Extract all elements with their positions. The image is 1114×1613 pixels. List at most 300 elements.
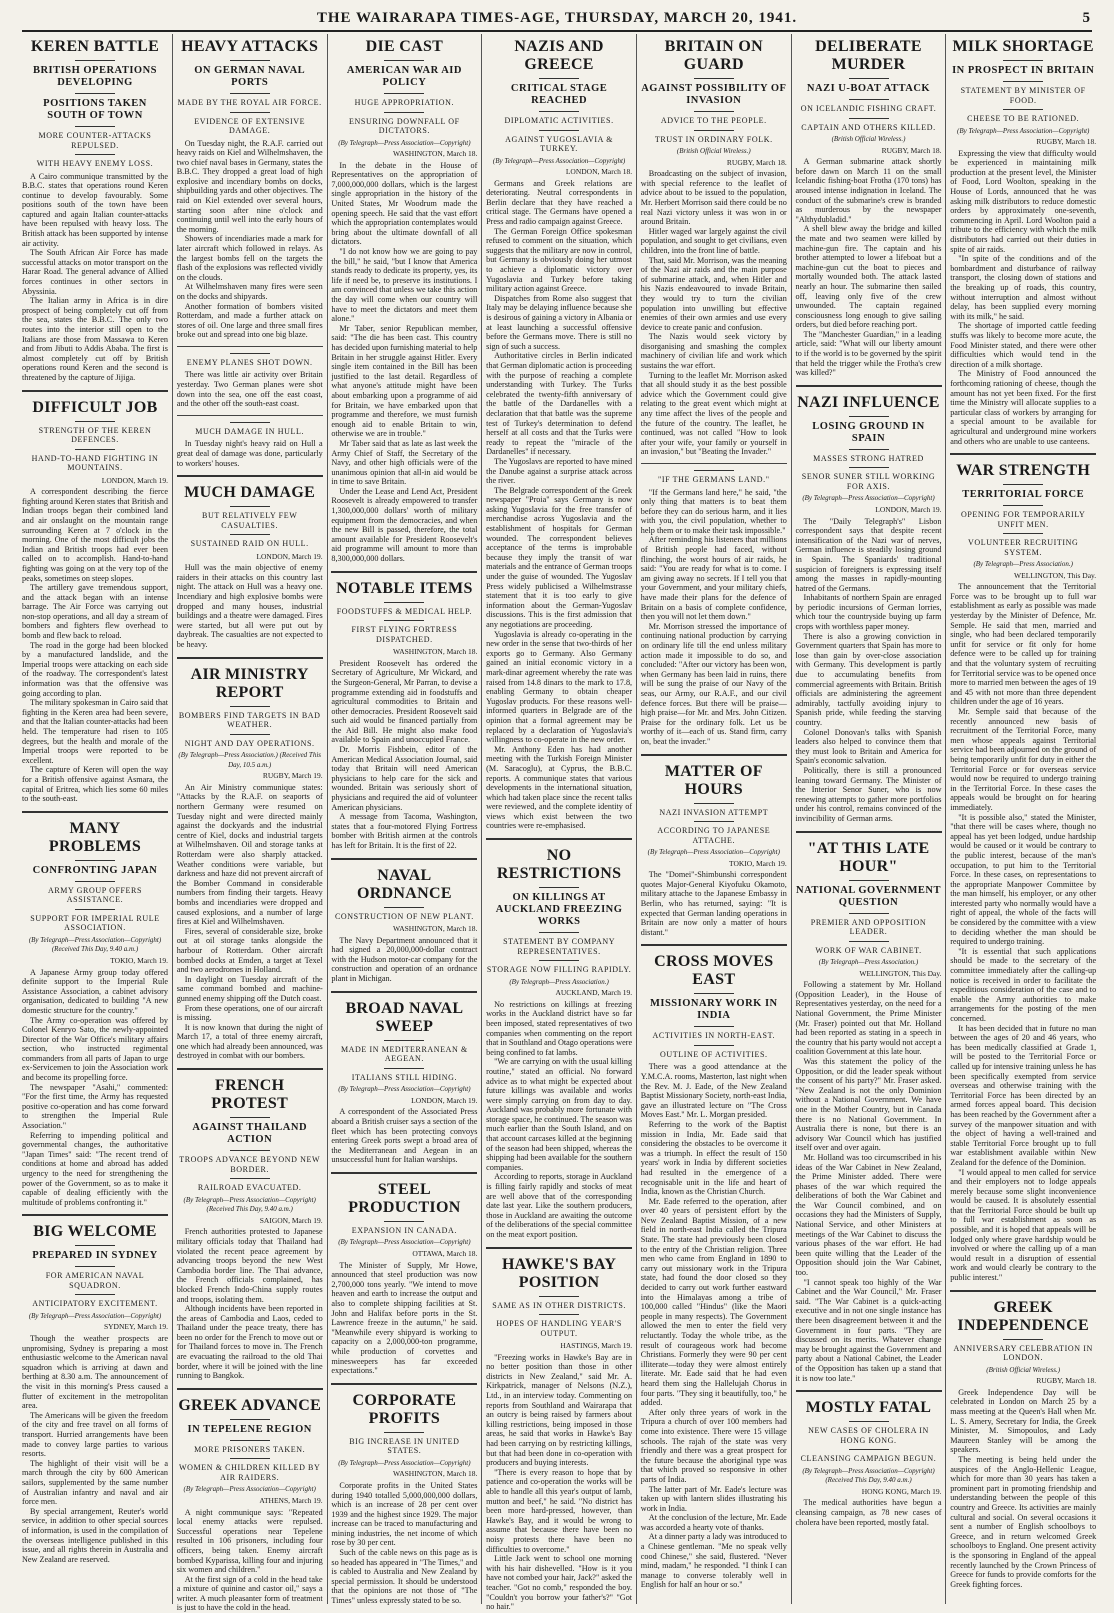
divider — [849, 1449, 889, 1450]
deck-line: EVIDENCE OF EXTENSIVE DAMAGE. — [194, 116, 306, 135]
paragraph: President Roosevelt has ordered the Secretary of Agriculture, Mr Wickard, and the Surgeon-General, Mr Parran, to devise a programme extending aid in foodstuffs and agricultural commodities to Britain and other democracies. President Roosevelt said such aid would be financed partially from the Aid Bill. He might also make food available to Spain and unoccupied France. — [331, 658, 478, 745]
divider — [384, 93, 424, 94]
paragraph: The capture of Keren will open the way for a British offensive against Asmara, the capital of Eritrea, which lies some 60 miles to the south-east. — [22, 765, 168, 804]
article-separator — [331, 571, 477, 573]
article — [641, 944, 787, 1590]
deck-line: MORE PRISONERS TAKEN. — [194, 1444, 306, 1454]
paragraph: Authoritative circles in Berlin indicated that German diplomatic action is proceeding with the purpose of reaching a complete understanding with Turkey. The Turks celebrated the twenty-fifth anniversary of the battle of the Dardanelles with a declaration that that battle was the supreme test of Turkey's determination to defend herself at all costs and that the Turks were ready to repeat the "miracle of the Dardanelles" if necessary. — [486, 351, 633, 457]
article-separator — [177, 415, 323, 416]
paragraph: "There is every reason to hope that by patience and co-operation the works will be able to handle all this year's output of lamb, mutton and beef," he said. "No district has been more hard-pressed, however, than Hawke's Bay, and it would be wrong to assume that because there have been no noisy protests there have been no difficulties to overcome." — [486, 1467, 633, 1554]
paragraph: A correspondent describing the fierce fighting around Keren states that British and Indian troops began their combined land and air onslaught on the mountain range surrounding Keren at 7 o'clock in the morning. One of the most difficult jobs the Indian and British troops had ever been called on to accomplish. Hand-to-hand fighting was going on at the very top of the peaks, sometimes on steep slopes. — [22, 487, 168, 583]
paragraph: In Tuesday night's heavy raid on Hull a great deal of damage was done, particularly to workers' houses. — [176, 439, 323, 468]
divider — [384, 1040, 424, 1041]
divider — [849, 78, 889, 79]
paragraph: The shortage of imported cattle feeding stuffs was likely to become more acute, the Food Minister stated, and there were other difficulties which would tend in the direction of a milk shortage. — [950, 321, 1097, 369]
paragraph: A shell blew away the bridge and killed the mate and two seamen were killed by machine-gun fire. The captain and his brother attempted to lower a lifeboat but a machine-gun cut the boat to pieces and mortally wounded both. The attack lasted nearly an hour. The submarine then sailed off, leaving only five of the crew unwounded. The captain regained consciousness long enough to give sailing orders, but died before reaching port. — [795, 224, 942, 330]
divider — [230, 1458, 270, 1459]
divider — [1003, 505, 1043, 506]
divider — [230, 1117, 270, 1118]
article — [22, 390, 168, 804]
headline: BIG WELCOME — [33, 1223, 157, 1241]
article — [177, 38, 323, 340]
deck-line: ENSURING DOWNFALL OF DICTATORS. — [349, 116, 460, 135]
divider — [539, 130, 579, 131]
headline: CROSS MOVES EAST — [654, 953, 774, 989]
paragraph: The artillery gave tremendous support, and the attack began with an intense barrage. The Air Force was carrying out non-stop operations, and all day a stream of bombers and fighters flew overhead to bomb and flew back to reload. — [22, 583, 168, 641]
headline: GREEK ADVANCE — [178, 1396, 322, 1414]
divider — [75, 93, 115, 94]
divider — [230, 534, 270, 535]
paragraph: Dispatches from Rome also suggest that Italy may be delaying influence because she is desirous of gaining a victory in Albania or at least launching a successful offensive before the Germans move. There is still no sign of such a success. — [486, 293, 633, 351]
article — [486, 38, 632, 831]
subheadline: AGAINST POSSIBILITY OF INVASION — [641, 83, 787, 106]
paragraph: "I do not know how we are going to pay the bill," he said, "but I know that America stands ready to dedicate its property, yes, its life if need be, to preserve its institutions. I am convinced that unless we take this action the day will come when our country will have to meet the dictators and meet them alone." — [331, 247, 478, 324]
divider — [230, 353, 270, 354]
deck-line: NIGHT AND DAY OPERATIONS. — [184, 738, 315, 748]
divider — [230, 422, 270, 423]
paragraph: By special arrangement, Reuter's world service, in addition to other special sources of information, is used in the compilation of the overseas intelligence published in this issue, and all rights therein in Australia and New Zealand are reserved. — [22, 1506, 168, 1564]
headline: MANY PROBLEMS — [48, 819, 142, 855]
divider — [384, 602, 424, 603]
subheadline: CONFRONTING JAPAN — [32, 864, 158, 876]
article — [486, 1247, 632, 1612]
deck-line: HAND-TO-HAND FIGHTING IN MOUNTAINS. — [31, 453, 159, 473]
divider — [75, 449, 115, 450]
paragraph: From these operations, one of our aircraft is missing. — [176, 1003, 323, 1023]
paragraph: Turning to the leaflet Mr. Morrison asked that all should study it as the best possible advice which the Government could give relating to the great event which might at any time affect the lives of the people and the future of the country. The leaflet, he continued, was not called "How to look after your wife, your family or yourself in an invasion," but "Beating the Invader." — [640, 370, 787, 457]
paragraph: After only three years of work in the Tripura a church of over 100 members had come into existence. There were 15 village schools. The rajah of the state was very friendly and there was a great prospect for the future because the aboriginal type was that which proved so responsive in other parts of India. — [640, 1407, 787, 1484]
paragraph: Hitler waged war largely against the civil population, and sought to get civilians, even children, into the front line of battle. — [640, 226, 787, 255]
deck-line: WORK OF WAR CABINET. — [815, 945, 922, 955]
divider — [230, 1419, 270, 1420]
paragraph: There is also a growing conviction in Government quarters that Spain has more to lose than gain by over-close association with Germany. This development is partly due to accumulating benefits from commercial agreements with Britain. British officials are administering the agreement admirably, tactfully avoiding injury to Spanish pride, while feeding the starving country. — [795, 631, 942, 727]
dateline: WASHINGTON, March 18. — [392, 149, 478, 159]
article-separator — [331, 858, 477, 860]
paragraph: "Freezing works in Hawke's Bay are in no better position than those in other districts in New Zealand," said Mr. A. Kirkpatrick, manager of Nelsons (N.Z.), Ltd., in an interview today. Commenting on reports from Southland and Wairarapa that an outcry is being raised by farmers about killing restrictions, being imposed in those areas, he said that works in Hawke's Bay had been carrying on by restricting killings, but that had been done in co-operation with producers and buying interests. — [486, 1352, 633, 1468]
deck-line: ACTIVITIES IN NORTH-EAST. — [652, 1031, 776, 1041]
divider — [694, 470, 734, 471]
divider — [75, 154, 115, 155]
deck-line: STATEMENT BY MINISTER OF FOOD. — [960, 86, 1086, 105]
subheadline: BRITISH OPERATIONS DEVELOPING — [32, 65, 158, 88]
divider — [1003, 81, 1043, 82]
article — [950, 453, 1096, 1283]
byline: (By Telegraph—Press Association—Copyright) — [802, 494, 935, 503]
deck-line: AGAINST YUGOSLAVIA & TURKEY. — [505, 134, 614, 153]
deck-line: RAILROAD EVACUATED. — [197, 1183, 302, 1193]
divider — [384, 620, 424, 621]
paragraph: Colonel Donovan's talks with Spanish leaders also helped to convince them that they must look to Britain and America for Spain's economic salvation. — [795, 727, 942, 766]
deck-line: EXPANSION IN CANADA. — [351, 1225, 458, 1235]
byline: (By Telegraph—Press Association—Copyright) — [28, 1311, 162, 1320]
paragraph: "We are carrying on with the usual killing routine," stated an official. No forward advice as to what might be expected about future killings was available and works were simply carrying on from day to day. Auckland was probably more fortunate with storage space, he continued. The season was much earlier than the South Island, and on that account carcases killed at the beginning of the season had been shipped, whereas the shipping had been available for the southern companies. — [486, 1057, 633, 1172]
paragraph: Though the weather prospects are unpromising, Sydney is preparing a most enthusiastic welcome to the American naval squadron which is arriving at dawn and berthing at 8.30 a.m. The announcement of the visit in this morning's Press caused a flutter of excitement in the metropolitan area. — [22, 1334, 168, 1411]
article — [177, 346, 323, 409]
headline: BROAD NAVAL SWEEP — [345, 999, 464, 1035]
deck-line: OPENING FOR TEMPORARILY UNFIT MEN. — [960, 510, 1086, 529]
paragraph: "I would appeal to men called for service and their employers not to lodge appeals merely because some slight inconvenience would be caused. It is absolutely essential that the Territorial Force should be built up to full war establishment as soon as possible, and it is hoped that appeals will be lodged only where grave hardship would be involved or where the calling up of a man would result in a disruption of essential work and would clearly be contrary to the public interest." — [950, 1167, 1097, 1283]
paragraph: Referring to the work of the Baptist mission in India, Mr. Eade said that considering the obstacles to be overcome it was a triumph. In effect the result of 150 years' work in India by different societies had resulted in the emergence of a recognisable unit in the life and heart of India, known as the Christian Church. — [640, 1119, 787, 1197]
divider — [694, 130, 734, 131]
dateline: LONDON, March 19. — [411, 1095, 478, 1105]
headline: DIFFICULT JOB — [32, 398, 158, 416]
divider — [75, 881, 115, 882]
headline: NOTABLE ITEMS — [336, 579, 473, 597]
article-separator — [177, 475, 323, 477]
deck-line: CHEESE TO BE RATIONED. — [967, 114, 1080, 123]
paragraph: Although incidents have been reported in the areas of Cambodia and Laos, ceded to Thailand under the peace treaty, there has been no order for the French to move out or for Thailand forces to move in. The French are evacuating the railroad to the old Thai border, where it will be joined with the line running to Bangkok. — [176, 1304, 323, 1381]
divider — [384, 1068, 424, 1069]
subheadline: TERRITORIAL FORCE — [962, 489, 1085, 501]
headline: BRITAIN ON GUARD — [664, 38, 763, 73]
byline: (By Telegraph—Press Association—Copyright) (Received This Day, 9.40 a.m.) — [802, 1466, 935, 1485]
article — [22, 811, 168, 1208]
headline: DIE CAST — [365, 38, 444, 55]
column-rule — [481, 34, 482, 1604]
dateline: RUGBY, March 18. — [1036, 137, 1097, 147]
deck-line: ACCORDING TO JAPANESE ATTACHE. — [657, 826, 771, 845]
headline: NAVAL ORDNANCE — [356, 866, 452, 902]
divider — [539, 1314, 579, 1315]
paragraph: The Belgrade correspondent of the Greek newspaper "Proia" says Germany is now asking Yugoslavia for the free transfer of merchandise across Yugoslavia and the establishment of hospitals for German wounded. The correspondent believes acceptance of the terms is improbable because they imply the transit of war materials and the entrance of German troops under the guise of wounded. The Yugoslav Press widely publicised a Wilhelmstrasse statement that it is too early to give information about the German-Yugoslav discussions. This is the first admission that any negotiations are proceeding. — [486, 485, 633, 629]
page-number: 5 — [1082, 10, 1090, 26]
article — [950, 1290, 1096, 1590]
deck-line: WITH HEAVY ENEMY LOSS. — [36, 159, 154, 168]
deck-line: STATEMENT BY COMPANY REPRESENTATIVES. — [503, 937, 616, 956]
byline: (British Official Wireless.) — [986, 1365, 1061, 1374]
paragraph: A Cairo communique transmitted by the B.B.C. states that operations round Keren continue to develop favourably. Some positions south of the town have been captured and again Italian counter-attacks have been repulsed with heavy loss. The British attack has been supported by intense air activity. — [22, 171, 168, 248]
column-5 — [641, 34, 787, 1604]
dateline: OTTAWA, March 18. — [412, 1249, 478, 1258]
divider — [230, 60, 270, 61]
article — [177, 415, 323, 468]
byline: (By Telegraph—Press Association—Copyright) — [957, 126, 1090, 135]
paragraph: The medical authorities have begun a cleansing campaign, as 78 new cases of cholera have been reported, mostly fatal. — [795, 1498, 942, 1527]
article — [177, 1388, 323, 1613]
divider — [384, 1432, 424, 1433]
divider — [75, 60, 115, 61]
paragraph: The highlight of their visit will be a march through the city by 600 American sailors, supplemented by the same number of Australian infantry and naval and air force men. — [22, 1458, 168, 1507]
column-rule — [327, 34, 328, 1604]
deck-line: BIG INCREASE IN UNITED STATES. — [349, 1436, 460, 1456]
article-separator — [641, 944, 787, 946]
deck-line: CONSTRUCTION OF NEW PLANT. — [334, 911, 474, 921]
paragraph: Greek Independence Day will be celebrated in London on March 25 by a mass meeting at the Queen's Hall when Mr. L. S. Amery, Secretary for India, the Greek Minister, M. Simopoulos, and Lady Maureen Stanley will be among the speakers. — [950, 1387, 1097, 1455]
divider — [849, 913, 889, 914]
article-separator — [22, 390, 168, 392]
headline: MILK SHORTAGE — [952, 38, 1094, 55]
paragraph: The Yugoslavs are reported to have mined the Danube against a surprise attack across the river. — [486, 456, 633, 486]
article-separator — [641, 754, 787, 756]
byline: (By Telegraph—Press Association—Copyright) — [338, 138, 471, 147]
article — [22, 1214, 168, 1564]
byline: (By Telegraph—Press Association—Copyright) (Received This Day, 9.40 a.m.) — [28, 935, 162, 954]
subheadline: MISSIONARY WORK IN INDIA — [649, 998, 778, 1022]
paragraph: At the conclusion of the lecture, Mr. Eade was accorded a hearty vote of thanks. — [640, 1513, 787, 1532]
article-separator — [950, 1290, 1096, 1292]
paragraph: Broadcasting on the subject of invasion, with special reference to the leaflet of advice about to be issued to the population, Mr. Herbert Morrison said there could be no real Nazi victory unless it was won in or around Britain. — [640, 169, 787, 227]
divider — [849, 1421, 889, 1422]
headline: GREEK INDEPENDENCE — [957, 1298, 1089, 1334]
subheadline: ON KILLINGS AT AUCKLAND FREEZING WORKS — [495, 892, 623, 928]
paragraph: Yugoslavia is already co-operating in the new order in the sense that two-thirds of her exports go to Germany. Also Germany gained an initial economic victory in a mark-dinar agreement whereby the rate was raised from 14.8 dinars to the mark to 17.8, enabling Germany to obtain cheaper Yugoslav products. For these reasons well-informed quarters in Belgrade are of the opinion that a formal agreement may be replaced by a declaration of Yugoslavia's willingness to co-operate in the new order. — [486, 629, 633, 745]
divider — [75, 126, 115, 127]
headline: MUCH DAMAGE — [184, 484, 316, 502]
paragraph: A night communique says: "Repeated local enemy attacks were repulsed. Successful operations near Tepelene resulted in 106 prisoners, including four officers, being taken. Enemy aircraft bombed Kyparissa, killing four and injuring six women and children." — [176, 1507, 323, 1575]
paragraph: Little Jack went to school one morning with his hair dishevelled. "How is it you have not combed your hair, Jack?" asked the teacher. "Got no comb," responded the boy. "Couldn't you borrow your father's?" "Got no hair." — [486, 1554, 633, 1612]
dateline: RUGBY, March 18. — [881, 145, 942, 155]
deck-line: TRUST IN ORDINARY FOLK. — [654, 134, 773, 144]
article — [331, 571, 477, 851]
deck-line: FOODSTUFFS & MEDICAL HELP. — [336, 606, 473, 616]
headline: MATTER OF HOURS — [664, 762, 763, 798]
article — [950, 38, 1096, 446]
deck-line: MASSES STRONG HATRED — [813, 453, 924, 463]
byline: (By Telegraph—Press Association—Copyright) — [338, 1085, 471, 1094]
paragraph: Hull was the main objective of enemy raiders in their attacks on this country last night. The attack on Hull was a heavy one. Incendiary and high explosive bombs were dropped and many houses, industrial buildings and a theatre were damaged. Fires were started, but all were put out by daybreak. The casualties are not expected to be heavy. — [176, 563, 323, 649]
deck-line: BUT RELATIVELY FEW CASUALTIES. — [202, 511, 298, 530]
article — [331, 858, 477, 984]
divider — [230, 1150, 270, 1151]
paragraph: It is now known that during the night of March 17, a total of three enemy aircraft, one which had already been announced, was destroyed in combat with our bombers. — [176, 1022, 323, 1061]
headline: MOSTLY FATAL — [805, 1399, 932, 1417]
newspaper-columns — [22, 34, 1097, 1613]
article — [22, 38, 168, 383]
column-2 — [176, 34, 323, 1613]
column-3 — [331, 34, 477, 1604]
paragraph: Inhabitants of northern Spain are enraged by periodic incursions of German lorries, which tour the countryside buying up farm crops with worthless paper money. — [795, 593, 942, 632]
divider — [1003, 533, 1043, 534]
article-separator — [331, 991, 477, 993]
divider — [1003, 1339, 1043, 1340]
paragraph: A correspondent of the Associated Press aboard a British cruiser says a section of the fleet which has been protecting convoys entering Greek ports swept a broad area of the Mediterranean and Aegean in an unsuccessful hunt for Italian warships. — [331, 1107, 478, 1165]
paragraph: Referring to impending political and governmental changes, the authoritative "Japan Times" said: "The recent trend of conditions at home and abroad has added urgency to the need for strengthening the power of the Government, so as to make it capable of dealing efficiently with the multitude of problems confronting it." — [22, 1130, 168, 1207]
divider — [75, 909, 115, 910]
divider — [230, 706, 270, 707]
paragraph: Following a statement by Mr. Holland (Opposition Leader), in the House of Representatives yesterday, on the need for a National Government, the Prime Minister (Mr. Fraser) pointed out that Mr. Holland had been reported as stating in a speech in the country that his party would not accept a coalition Government at this late hour. — [795, 980, 942, 1057]
divider — [694, 1045, 734, 1046]
deck-line: WOMEN & CHILDREN KILLED BY AIR RAIDERS. — [179, 1463, 321, 1482]
byline: (By Telegraph—Press Association—Copyright) — [492, 156, 626, 165]
paragraph: Such of the cable news on this page as is so headed has appeared in "The Times," and is cabled to Australia and New Zealand by special permission. It should be understood that the opinions are not those of "The Times" unless expressly stated to be so. — [331, 1548, 478, 1606]
dateline: LONDON, March 19. — [101, 475, 168, 485]
deck-line: FIRST FLYING FORTRESS DISPATCHED. — [351, 625, 458, 644]
divider — [849, 99, 889, 100]
divider — [384, 60, 424, 61]
dateline: AUCKLAND, March 19. — [555, 988, 633, 998]
column-1 — [22, 34, 168, 1604]
subheadline: CRITICAL STAGE REACHED — [510, 83, 608, 106]
subheadline: IN TEPELENE REGION — [187, 1423, 312, 1435]
paragraph: Under the Lease and Lend Act, President Roosevelt is already empowered to transfer 1,300,000,000 dollars' worth of military equipment from the democracies, and when the new Bill is passed, therefore, the total amount available for President Roosevelt's aid programme will amount to more than 8,300,000,000 dollars. — [331, 486, 478, 564]
paragraph: Mr. Morrison stressed the importance of continuing national production by carrying on ordinary life till the end unless military action made it impossible to do so, and concluded: "After our victory has been won, when Germany has been laid in ruins, there will be sung the praise of our Navy of the seas, our Army, our R.A.F., and our civil defence forces. But there will be praise—high praise—for Mr. and Mrs. John Citizen. Praise for the ordinary folk. Let us be worthy of it—each of us. Stand firm, carry on, beat the invader." — [640, 621, 787, 746]
paragraph: Corporate profits in the United States during 1940 totalled 5,000,000,000 dollars, which is an increase of 28 per cent over 1939 and the highest since 1929. The major increase can be traced to manufacturing and mining industries, the net income of which rose by 30 per cent. — [331, 1480, 478, 1548]
divider — [694, 821, 734, 822]
divider — [539, 78, 579, 79]
dateline: TOKIO, March 19. — [110, 955, 168, 965]
divider — [539, 960, 579, 961]
divider — [230, 112, 270, 113]
headline: NO RESTRICTIONS — [496, 847, 622, 883]
paragraph: The Nazis would seek victory by disorganising and smashing the complex machinery of civilian life and work which sustains the war effort. — [640, 332, 787, 371]
dateline: LONDON, March 19. — [875, 504, 942, 514]
paragraph: French authorities protested to Japanese military officials today that Thailand had violated the recent peace agreement by advancing troops beyond the new West Cambodia border line. The Thai advance, the French officials complained, has blocked French Indo-China supply routes and troops, isolating them. — [176, 1227, 323, 1304]
article-separator — [177, 1068, 323, 1070]
paragraph: A German submarine attack shortly before dawn on March 11 on the small Icelandic fishing-boat Frotha (170 tons) has aroused intense indignation in Iceland. The conduct of the submarine's crew is branded as murderous by the newspaper "Althydubladid." — [795, 157, 942, 224]
paragraph: The latter part of Mr. Eade's lecture was taken up with lantern slides illustrating his work in India. — [640, 1484, 787, 1513]
article-separator — [331, 1383, 477, 1385]
divider — [849, 941, 889, 942]
byline: (By Telegraph—Press Association—Copyright) — [183, 1485, 316, 1494]
divider — [694, 111, 734, 112]
headline: CORPORATE PROFITS — [352, 1391, 457, 1427]
article-separator — [796, 831, 942, 833]
byline: (By Telegraph—Press Association.) — [973, 560, 1073, 569]
paragraph: A Japanese Army group today offered definite support to the Imperial Rule Assistance Association, a cabinet advisory organisation, dedicated to building "A new domestic structure for the country." — [22, 967, 168, 1015]
divider — [230, 1440, 270, 1441]
divider — [1003, 109, 1043, 110]
paragraph: At the first sign of a cold in the head take a mixture of quinine and castor oil," says a writer. A much pleasanter form of treatment is just to have the cold in the head. — [176, 1574, 323, 1613]
deck-line: OUTLINE OF ACTIVITIES. — [659, 1049, 768, 1059]
paragraph: Politically, there is still a pronounced leaning toward Germany. The Minister of the Interior Senor Suner, who is now renewing attempts to gather more portfolios under his control, remains convinced of the invincibility of German arms. — [795, 765, 942, 823]
paragraph: A message from Tacoma, Washington, states that a four-motored Flying Fortress bomber with British airmen at the controls has left for Britain. It is the first of 22. — [331, 812, 478, 850]
article-separator — [177, 1388, 323, 1390]
headline: STEEL PRODUCTION — [348, 1180, 461, 1216]
paragraph: The "Domei"-Shimbunshi correspondent quotes Major-General Kiyofuku Okamoto, military attache to the Japanese Embassy in Berlin, who has returned, saying: "It is expected that German landing operations in Britain are now only a matter of hours distant." — [640, 870, 787, 937]
paragraph: Fires, several of considerable size, broke out at oil storage tanks alongside the harbour of Rotterdam. Other aircraft bombed docks at Emden, a target at Texel and two aerodromes in Holland. — [176, 926, 323, 975]
paragraph: On Tuesday night, the R.A.F. carried out heavy raids on Kiel and Wilhelmshaven, the two chief naval bases in Germany, states the B.B.C. They dropped a great load of high explosive and incendiary bombs on docks, shipbuilding yards and other objectives. The raid on Kiel extended over several hours, starting soon after nine o'clock and continuing until well into the early hours of the morning. — [176, 138, 323, 234]
article-separator — [177, 657, 323, 659]
headline: HEAVY ATTACKS — [181, 38, 319, 55]
divider — [694, 78, 734, 79]
article-separator — [22, 811, 168, 813]
divider — [539, 111, 579, 112]
subheadline: ON GERMAN NAVAL PORTS — [194, 65, 306, 88]
paragraph: The newspaper "Asahi," commented: "For the first time, the Army has requested positive co-operation and has come forward to strengthen the Imperial Rule Association." — [22, 1082, 168, 1131]
dateline: WASHINGTON, March 18. — [392, 1469, 478, 1479]
article-separator — [22, 1214, 168, 1216]
subheadline: POSITIONS TAKEN SOUTH OF TOWN — [43, 98, 147, 121]
deck-line: BOMBERS FIND TARGETS IN BAD WEATHER. — [178, 710, 321, 730]
article-separator — [177, 346, 323, 347]
divider — [384, 1221, 424, 1222]
paragraph: Expressing the view that difficulty would be experienced in maintaining milk production at the present level, the Minister of Food, Lord Woolton, speaking in the House of Lords, announced that he was asking milk distributors to reduce domestic orders by approximately one-seventh, commencing in April. Lord Woolton paid a tribute to the efficiency with which the milk distributors had carried out their duties in spite of air raids. — [950, 148, 1097, 254]
paragraph: The meeting is being held under the auspices of the Anglo-Hellenic League, which for more than 30 years has taken a prominent part in promoting friendship and understanding between the people of this country and Greece. Its activities are mainly cultural and social. On several occasions it sent a number of English schoolboys to Greece, and in return welcomed Greek schoolboys to England. One present activity is the sponsoring in England of the appeal recently launched by the Crown Princess of Greece for funds to provide comforts for the Greek fighting forces. — [950, 1454, 1097, 1589]
paragraph: The announcement that the Territorial Force was to be brought up to full war establishment as early as possible was made yesterday by the Minister of Defence, Mr. Semple. He said that men, married and single, who had been declared temporarily unfit for service or fit only for home defence were to be called up for training and that the voluntary system of recruiting for Territorial service was to be opened once more to married men between the ages of 19 and 45 with not more than three dependent children under the age of 16 years. — [950, 582, 1097, 707]
article — [641, 754, 787, 938]
deck-line: SUPPORT FOR IMPERIAL RULE ASSOCIATION. — [30, 913, 160, 933]
paragraph: There was a good attendance at the Y.M.C.A. rooms, Masterton, last night when the Rev. M. J. Eade, of the New Zealand Baptist Missionary Society, north-east India, gave an illustrated lecture on "The Cross Moves East." Mr. L. Morgan presided. — [640, 1062, 787, 1120]
divider — [1003, 60, 1043, 61]
divider — [230, 1178, 270, 1179]
subheadline: PREPARED IN SYDNEY — [32, 1250, 158, 1262]
paragraph: The Ministry of Food announced the forthcoming rationing of cheese, though the amount has not yet been fixed. For the first time the Ministry will allocate supplies to a particular class of workers by arranging for a special amount to be available for agricultural and underground mine workers and others who are unable to use canteens. — [950, 369, 1097, 446]
paragraph: In the debate in the House of Representatives on the appropriation of 7,000,000,000 dollars, which is the largest single appropriation in the history of the United States, Mr Woodrum made the opening speech. He said that the vast effort which the appropriation contemplates would bring about the ultimate downfall of all dictators. — [331, 160, 478, 247]
article-separator — [486, 838, 632, 840]
byline: (By Telegraph—Press Association—Copyright) — [338, 1238, 471, 1247]
article — [796, 38, 942, 378]
divider — [384, 112, 424, 113]
divider — [694, 803, 734, 804]
headline: AIR MINISTRY REPORT — [190, 665, 309, 701]
paragraph: "It is possible also," stated the Minister, "that there will be cases where, though no appeal has yet been lodged, undue hardship would be caused or it would be contrary to the public interest, because of the man's occupation, to put him to the Territorial Force. In these cases, on representations to the appropriate Manpower Committee by the man himself, his employer, or any other interested party who normally would have a right of appeal, the whole of the facts will be considered by the committee with a view to deciding whether the man should be required to undergo training. — [950, 812, 1097, 947]
paragraph: The "Manchester Guardian," in a leading article, said: "What will our liberty amount to if the world is to be governed by the spirit that held the trigger while the Frotha's crew was killed?" — [795, 329, 942, 378]
deck-line: TROOPS ADVANCE BEYOND NEW BORDER. — [179, 1155, 321, 1174]
dateline: WASHINGTON, March 18. — [392, 924, 478, 934]
dateline: HONG KONG, March 19. — [861, 1486, 942, 1496]
deck-line: NAZI INVASION ATTEMPT — [659, 807, 769, 817]
divider — [230, 734, 270, 735]
deck-line: SENOR SUNER STILL WORKING FOR AXIS. — [801, 472, 936, 491]
paragraph: The Navy Department announced that it had signed a 20,000,000-dollar contract with the Hudson motor-car company for the construction and operation of an ordnance plant in Michigan. — [331, 935, 478, 984]
article — [796, 385, 942, 824]
paragraph: "In spite of the conditions and of the bombardment and disturbance of railway transport, the closing down of stations and the breaking up of roads, this country, without interruption and almost without delay, has been supplied every morning with its milk," he said. — [950, 254, 1097, 321]
paragraph: "I cannot speak too highly of the War Cabinet and the War Council," Mr. Fraser said. "The War Cabinet is a quick-acting executive and in not one single instance has there been disagreement between it and the Government in four parts. "They are discussed on its merits. Whatever change may be brought against the Government and party about a National Cabinet, the Leader of the Opposition has taken up a stand that it is now too late." — [795, 1277, 942, 1383]
column-rule — [945, 34, 946, 1604]
deck-line: MADE BY THE ROYAL AIR FORCE. — [177, 98, 322, 107]
paragraph: Germans and Greek relations are deteriorating. Neutral correspondents in Berlin declare that they have reached a critical stage. The Germans have opened a Press and radio campaign against Greece. — [486, 178, 633, 227]
paragraph: The Americans will be given the freedom of the city and free travel on all forms of transport. Hurried arrangements have been made to convey large parties to various resorts. — [22, 1410, 168, 1459]
article — [177, 657, 323, 1062]
headline: DELIBERATE MURDER — [815, 38, 922, 73]
dateline: HASTINGS, March 19. — [560, 1341, 633, 1351]
column-6 — [796, 34, 942, 1604]
deck-line: CLEANSING CAMPAIGN BEGUN. — [800, 1454, 937, 1464]
paragraph: It has been decided that in future no man between the ages of 20 and 46 years, who has been medically classified at Grade 1, will be posted to the Territorial Force or called up for intensive training unless he has been specifically exempted from service overseas and otherwise training with the Territorial Force has been directed by an armed forces appeal board. This decision has been reached by the Government after a survey of the manpower situation and with the object of having a well-trained and stable Territorial Force brought up to full war establishment available within New Zealand for the defence of the Dominion. — [950, 1023, 1097, 1167]
article-separator — [796, 1390, 942, 1392]
paragraph: "It is essential that such applications should be made to the secretary of the committee immediately after the calling-up notice is received in order to facilitate the expeditious consideration of the case and to enable the Army authorities to make arrangements for the posting of the men concerned. — [950, 946, 1097, 1023]
paragraph: Mr. Holland was too circumscribed in his ideas of the War Cabinet in New Zealand, the Prime Minister added. There were phases of the war which required the deliberations of both the War Cabinet and the War Council combined, and on occasions they had the Ministers of Supply, National Service, and other Ministers at meetings of the War Cabinet to discuss the various phases of the war effort. He had been quite willing that the Leader of the Opposition should join the War Cabinet, too. — [795, 1152, 942, 1278]
subheadline: AGAINST THAILAND ACTION — [192, 1122, 308, 1146]
deck-line: ENEMY PLANES SHOT DOWN. — [186, 357, 313, 367]
article — [796, 831, 942, 1384]
paragraph: The "Daily Telegraph's" Lisbon correspondent says that despite recent intensification of the Nazi war of nerves, German influence is steadily losing ground in Spain. The Spaniards' traditional suspicion of foreigners is expressing itself among the masses in rapidly-mounting hatred of the Germans. — [795, 516, 942, 593]
paragraph: Was this statement the policy of the Opposition, or did the leader speak without the consent of his party?" Mr. Fraser asked. "New Zealand is not the only Dominion without a National Government. We have one in the Mother Country, but in Canada there is no National Government. In Australia there is none, but there is an advisory War Council which has justified itself over and over again. — [795, 1056, 942, 1153]
paragraph: Dr. Morris Fishbein, editor of the American Medical Association Journal, said today that Britain will need American physicians to help care for the sick and wounded. Britain was seriously short of physicians and required the aid of volunteer American physicians. — [331, 745, 478, 812]
divider — [384, 907, 424, 908]
column-rule — [172, 34, 173, 1604]
divider — [694, 1026, 734, 1027]
paragraph: The South African Air Force has made successful attacks on motor transport on the Harar Road. The general advance of Allied forces continues in other sectors in Abyssinia. — [22, 248, 168, 296]
deck-line: "IF THE GERMANS LAND." — [658, 475, 770, 484]
dateline: LONDON, March 19. — [256, 551, 323, 561]
deck-line: SAME AS IN OTHER DISTRICTS. — [492, 1300, 626, 1310]
deck-line: MADE IN MEDITERRANEAN & AEGEAN. — [340, 1044, 468, 1064]
divider — [75, 1266, 115, 1267]
deck-line: PREMIER AND OPPOSITION LEADER. — [810, 917, 927, 937]
headline: FRENCH PROTEST — [211, 1077, 289, 1113]
deck-line: ANTICIPATORY EXCITEMENT. — [32, 1299, 158, 1309]
divider — [230, 93, 270, 94]
article — [796, 1390, 942, 1527]
divider — [849, 118, 889, 119]
dateline: TOKIO, March 19. — [729, 858, 787, 868]
divider — [849, 449, 889, 450]
paragraph: Another formation of bombers visited Rotterdam, and made a further attack on stores of oil. One large and three small fires broke out and spread into one big blaze. — [176, 301, 323, 340]
article-separator — [641, 463, 787, 464]
paragraph: Mr Taber said that as late as last week the Army Chief of Staff, the Secretary of the Navy, and other high officials were of the unanimous opinion that all-in aid would be in time to save Britain. — [331, 438, 478, 487]
paragraph: After reminding his listeners that millions of British people had faced, without flinching, the worst hours of air raids, he said: "You are ready for what is to come. I am giving away no secrets. If I tell you that your Government, and your military chiefs, have made their plans for the defence of Britain on a basis of complete confidence, then you will not let them down." — [640, 535, 787, 622]
subheadline: NAZI U-BOAT ATTACK — [806, 83, 931, 94]
deck-line: MORE COUNTER-ATTACKS REPULSED. — [38, 131, 152, 150]
article — [331, 38, 477, 564]
article — [177, 475, 323, 649]
deck-line: STORAGE NOW FILLING RAPIDLY. — [486, 965, 632, 975]
deck-line: ADVICE TO THE PEOPLE. — [660, 116, 767, 125]
headline: KEREN BATTLE — [30, 38, 160, 55]
divider — [694, 993, 734, 994]
article — [331, 991, 477, 1165]
